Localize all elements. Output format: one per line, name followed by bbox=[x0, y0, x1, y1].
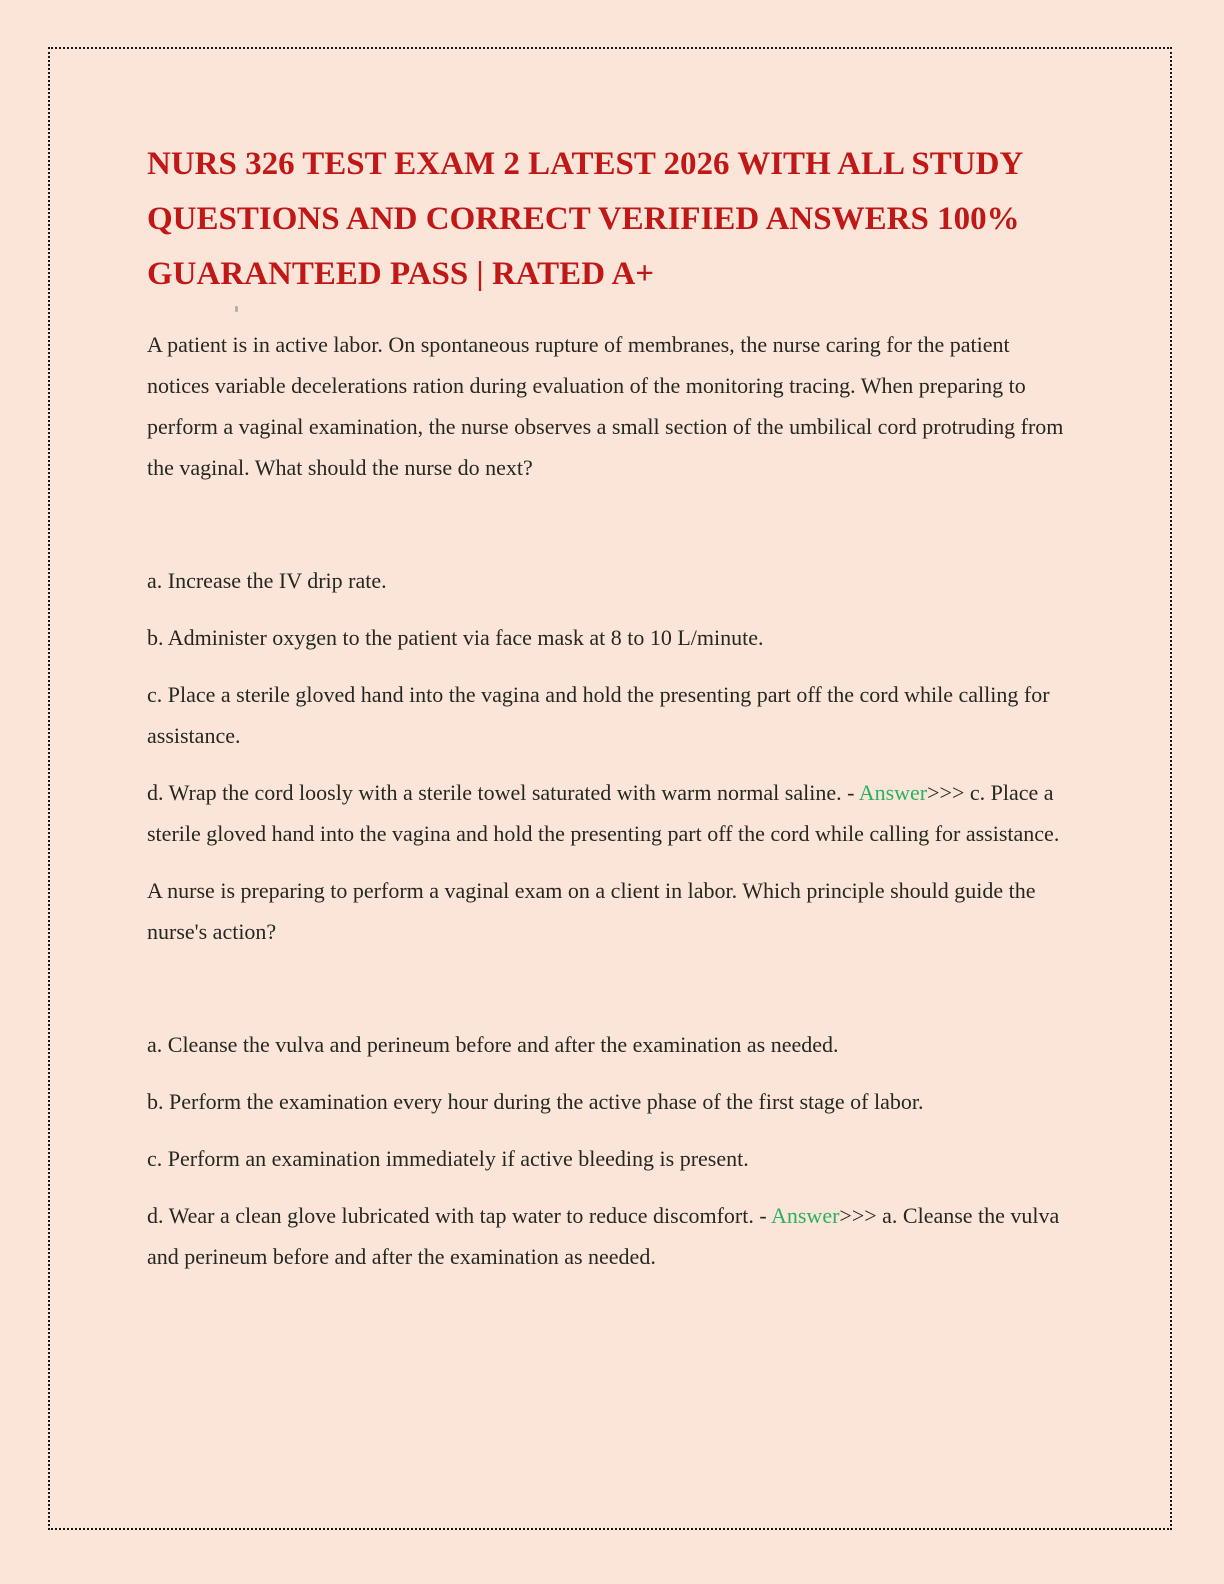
option-a: a. Increase the IV drip rate. bbox=[147, 568, 387, 593]
document-title: NURS 326 TEST EXAM 2 LATEST 2026 WITH ALL STUDY QUESTIONS AND CORRECT VERIFIED ANSWERS 100% GUARANTEED PASS | RATED A+ bbox=[147, 146, 1023, 292]
stray-mark bbox=[235, 306, 238, 312]
option-d-text: d. Wear a clean glove lubricated with tap water to reduce discomfort. - bbox=[147, 1203, 771, 1228]
option-b: b. Perform the examination every hour during the active phase of the first stage of labor. bbox=[147, 1089, 924, 1114]
answer-label: Answer bbox=[770, 1203, 840, 1228]
question-block-1 bbox=[147, 324, 1074, 854]
option-c: c. Place a sterile gloved hand into the vagina and hold the presenting part off the cord while calling for assistance. bbox=[147, 682, 1050, 748]
answer-text: >>> c. Place a sterile gloved hand into the vagina and hold the presenting part off the cord while calling for assistance. bbox=[147, 780, 1060, 846]
page-border bbox=[48, 47, 1172, 1530]
question-stem: A patient is in active labor. On spontaneous rupture of membranes, the nurse caring for the patient notices variable decelerations ration during evaluation of the monitoring tracing. When preparing to perform a vaginal examination, the nurse observes a small section of the umbilical cord protruding from the vaginal. What should the nurse do next? bbox=[147, 332, 1064, 480]
answer-label: Answer bbox=[858, 780, 928, 805]
option-a: a. Cleanse the vulva and perineum before and after the examination as needed. bbox=[147, 1032, 839, 1057]
option-d-with-answer bbox=[147, 1195, 1074, 1277]
question-block-2 bbox=[147, 870, 1074, 1277]
answer-text: >>> a. Cleanse the vulva and perineum before and after the examination as needed. bbox=[147, 1203, 1060, 1269]
question-stem: A nurse is preparing to perform a vaginal exam on a client in labor. Which principle should guide the nurse's action? bbox=[147, 878, 1036, 944]
option-d-text: d. Wrap the cord loosly with a sterile towel saturated with warm normal saline. - bbox=[147, 780, 859, 805]
option-d-with-answer bbox=[147, 772, 1074, 854]
option-c: c. Perform an examination immediately if active bleeding is present. bbox=[147, 1146, 749, 1171]
document-content bbox=[50, 49, 1170, 1528]
option-b: b. Administer oxygen to the patient via face mask at 8 to 10 L/minute. bbox=[147, 625, 764, 650]
